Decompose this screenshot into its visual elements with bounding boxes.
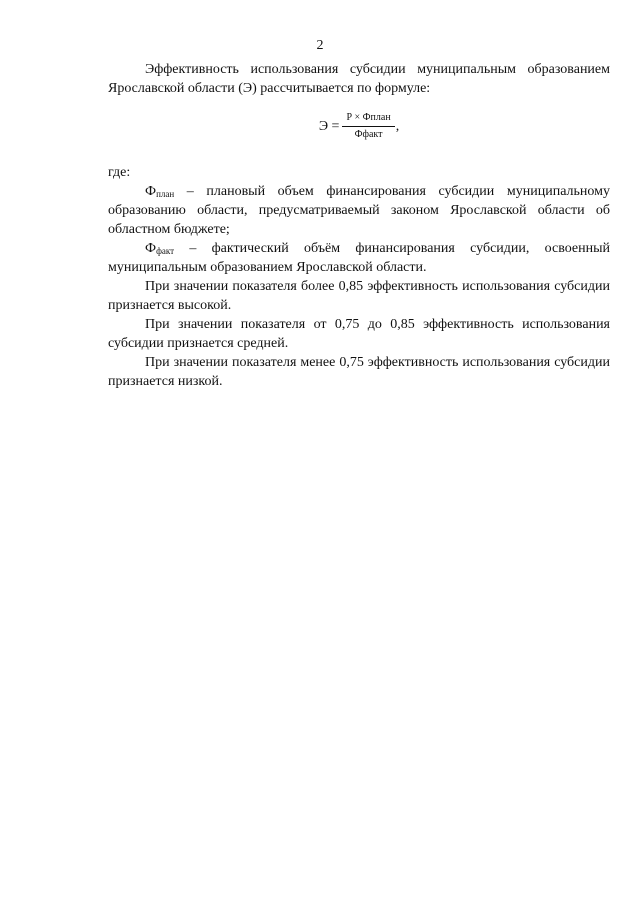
document-body [108, 60, 610, 391]
f-plan-subscript: план [156, 189, 175, 199]
formula-trailing: , [395, 119, 400, 134]
f-fact-definition [108, 239, 610, 277]
f-fact-text: – фактический объём финансирования субсидии, освоенный муниципальным образованием Ярославской области. [108, 241, 610, 275]
low-efficiency-paragraph: При значении показателя менее 0,75 эффективность использования субсидии признается низкой. [108, 355, 610, 389]
f-plan-text: – плановый объем финансирования субсидии муниципальному образованию области, предусматриваемый законом Ярославской области об областном бюджете; [108, 184, 610, 237]
formula-lhs: Э = [318, 119, 340, 134]
intro-paragraph: Эффективность использования субсидии муниципальным образованием Ярославской области (Э) рассчитывается по формуле: [108, 62, 610, 96]
page-number: 2 [316, 38, 324, 53]
formula-numerator: Р × Фплан [342, 112, 394, 127]
medium-efficiency-paragraph: При значении показателя от 0,75 до 0,85 эффективность использования субсидии признается средней. [108, 317, 610, 351]
f-plan-symbol: Ф [145, 184, 157, 199]
formula-denominator: Ффакт [354, 129, 383, 140]
where-label: где: [108, 165, 131, 180]
formula-fraction [342, 112, 394, 141]
f-fact-symbol: Ф [145, 241, 157, 256]
f-fact-subscript: факт [156, 246, 175, 256]
efficiency-formula [108, 112, 610, 141]
high-efficiency-paragraph: При значении показателя более 0,85 эффективность использования субсидии признается высокой. [108, 279, 610, 313]
f-plan-definition [108, 182, 610, 239]
